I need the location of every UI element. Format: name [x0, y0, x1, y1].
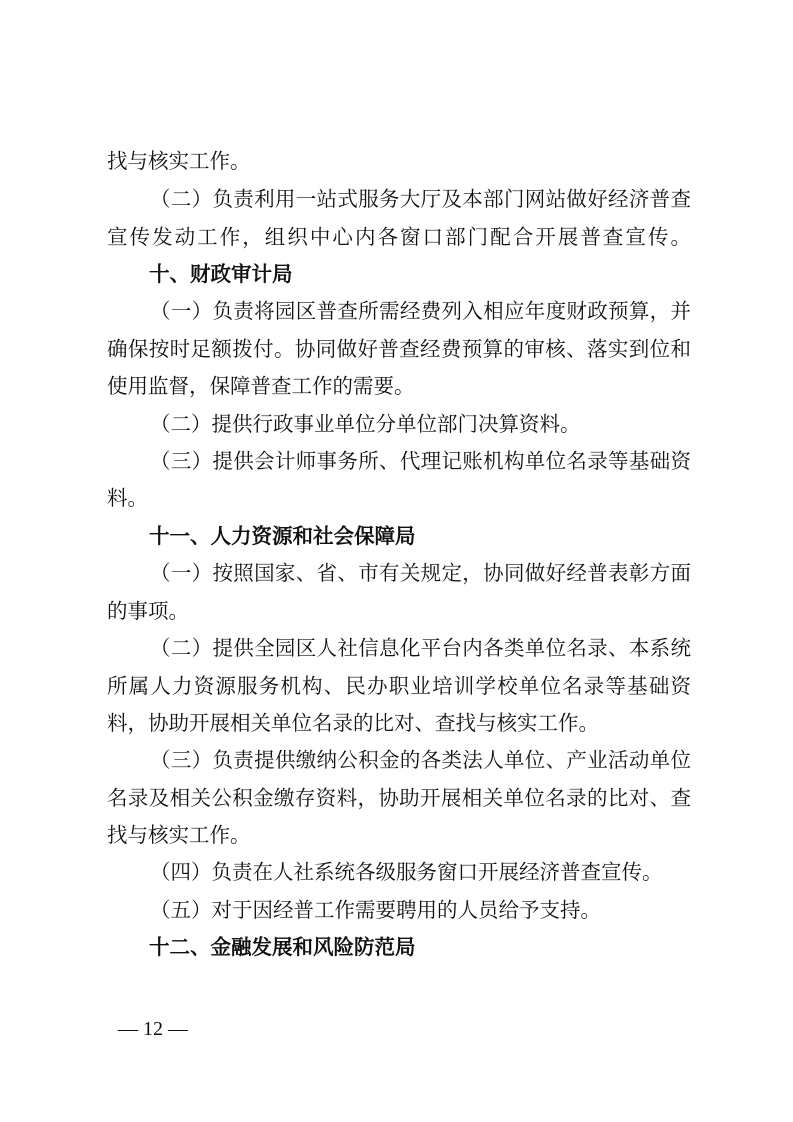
text-line: 使用监督，保障普查工作的需要。 [107, 374, 415, 398]
text-line: 的事项。 [107, 599, 189, 623]
page-number: — 12 — [118, 1018, 188, 1040]
text-line: （一）负责将园区普查所需经费列入相应年度财政预算，并 [150, 299, 691, 323]
text-line: （二）提供行政事业单位分单位部门决算资料。 [150, 412, 581, 436]
text-line: 找与核实工作。 [107, 823, 251, 847]
text-line: （一）按照国家、省、市有关规定，协同做好经普表彰方面 [150, 561, 691, 585]
section-heading: 十二、金融发展和风险防范局 [149, 935, 416, 959]
section-heading: 十一、人力资源和社会保障局 [149, 524, 416, 548]
text-line: （二）负责利用一站式服务大厅及本部门网站做好经济普查 [150, 187, 691, 211]
text-line: （二）提供全园区人社信息化平台内各类单位名录、本系统 [150, 636, 691, 660]
section-heading: 十、财政审计局 [149, 262, 293, 286]
text-line: 名录及相关公积金缴存资料，协助开展相关单位名录的比对、查 [107, 786, 691, 810]
text-line: 料，协助开展相关单位名录的比对、查找与核实工作。 [107, 711, 599, 735]
text-line: 宣传发动工作，组织中心内各窗口部门配合开展普查宣传。 [107, 225, 691, 249]
text-line: 料。 [107, 486, 148, 510]
text-line: （三）负责提供缴纳公积金的各类法人单位、产业活动单位 [150, 748, 691, 772]
text-line: 确保按时足额拨付。协同做好普查经费预算的审核、落实到位和 [107, 337, 691, 361]
text-line: （五）对于因经普工作需要聘用的人员给予支持。 [150, 898, 601, 922]
text-line: 所属人力资源服务机构、民办职业培训学校单位名录等基础资 [107, 674, 691, 698]
text-line: （三）提供会计师事务所、代理记账机构单位名录等基础资 [150, 449, 691, 473]
text-line: 找与核实工作。 [107, 149, 251, 173]
text-line: （四）负责在人社系统各级服务窗口开展经济普查宣传。 [150, 860, 663, 884]
